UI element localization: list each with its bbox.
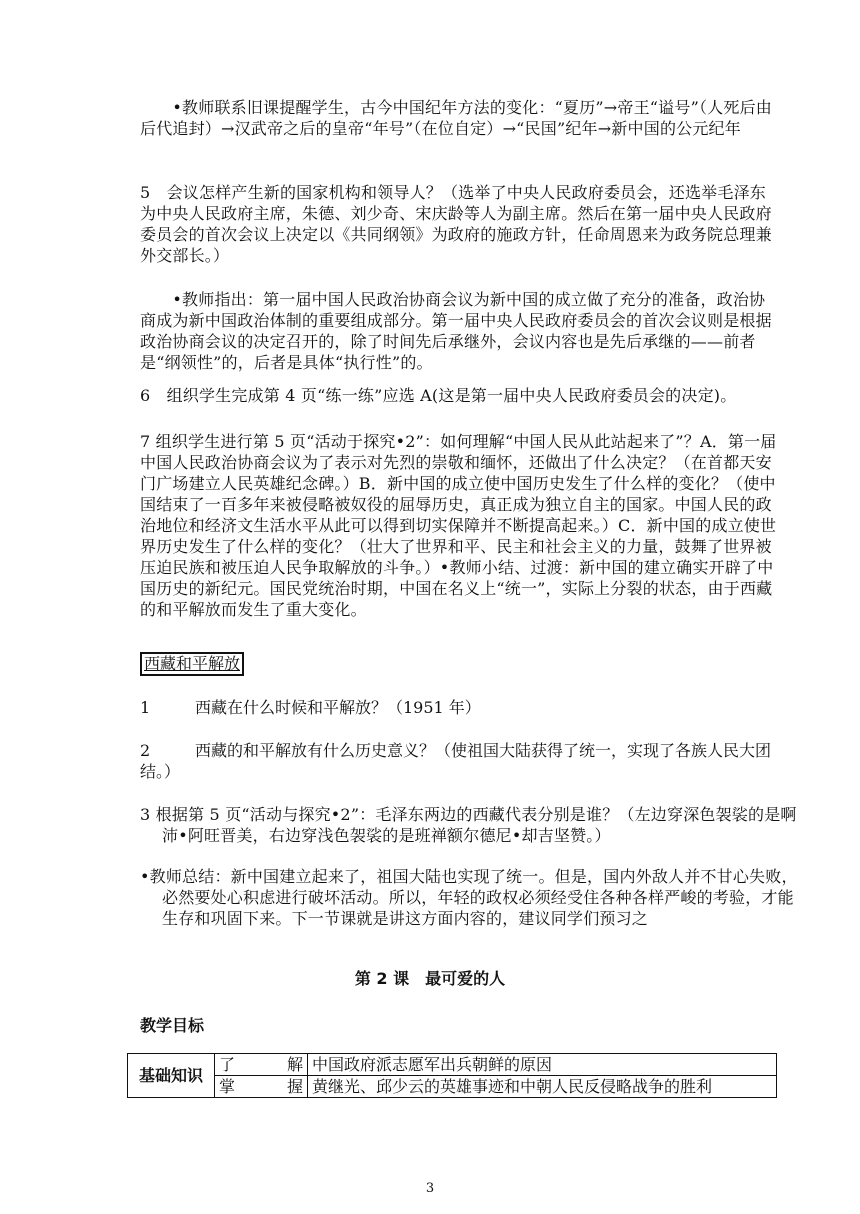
paragraph-teacher-points: •教师指出：第一届中国人民政治协商会议为新中国的成立做了充分的准备，政治协商成为新中国政治体制的重要组成部分。第一届中央人民政府委员会的首次会议则是根据政治协商会议的决定召开的，除了时间先后承继外，会议内容也是先后承继的——前者是“纲领性”的，后者是具体“执行性”的。: [140, 290, 772, 372]
content-cell: 黄继光、邱少云的英雄事迹和中朝人民反侵略战争的胜利: [308, 1076, 777, 1098]
objectives-table: [127, 1053, 777, 1098]
table-row: [128, 1054, 777, 1076]
question-text: 西藏在什么时候和平解放？（1951 年）: [195, 698, 481, 717]
tibet-question-1: [140, 697, 780, 718]
question-number: 1: [140, 698, 151, 717]
paragraph-question-5: 5 会议怎样产生新的国家机构和领导人？（选举了中央人民政府委员会，还选举毛泽东为中央人民政府主席，朱德、刘少奇、宋庆龄等人为副主席。然后在第一届中央人民政府委员会的首次会议上决定以《共同纲领》为政府的施政方针，任命周恩来为政务院总理兼外交部长。）: [140, 183, 772, 265]
category-cell: 基础知识: [128, 1054, 215, 1098]
content-cell: 中国政府派志愿军出兵朝鲜的原因: [308, 1054, 777, 1076]
paragraph-question-6: 6 组织学生完成第 4 页“练一练”应选 A(这是第一届中央人民政府委员会的决定)。: [140, 386, 737, 405]
tibet-question-2: [140, 740, 780, 782]
page-number: 3: [425, 1181, 435, 1196]
level-cell: 了解: [215, 1054, 308, 1076]
question-text: 西藏的和平解放有什么历史意义？（使祖国大陆获得了统一，实现了各族人民大团结。）: [140, 741, 772, 781]
table-row: [128, 1076, 777, 1098]
section-heading-tibet: 西藏和平解放: [140, 652, 244, 676]
teacher-summary: •教师总结：新中国建立起来了，祖国大陆也实现了统一。但是，国内外敌人并不甘心失败，必然要处心积虑进行破坏活动。所以，年轻的政权必须经受住各种各样严峻的考验，才能生存和巩固下来。下一节课就是讲这方面内容的，建议同学们预习之: [140, 867, 798, 928]
level-cell: 掌握: [215, 1076, 308, 1098]
question-number: 2: [140, 741, 151, 760]
paragraph-question-7: 7 组织学生进行第 5 页“活动于探究•2”：如何理解“中国人民从此站起来了”？A．第一届中国人民政治协商会议为了表示对先烈的崇敬和缅怀，还做出了什么决定？（在首都天安门广场建立人民英雄纪念碑。）B．新中国的成立使中国历史发生了什么样的变化？（使中国结束了一百多年来被侵略被奴役的屈辱历史，真正成为独立自主的国家。中国人民的政治地位和经济文生活水平从此可以得到切实保障并不断提高起来。）C．新中国的成立使世界历史发生了什么样的变化？（壮大了世界和平、民主和社会主义的力量，鼓舞了世界被压迫民族和被压迫人民争取解放的斗争。）•教师小结、过渡：新中国的建立确实开辟了中国历史的新纪元。国民党统治时期，中国在名义上“统一”，实际上分裂的状态，由于西藏的和平解放而发生了重大变化。: [140, 432, 777, 619]
paragraph-calendar-history: •教师联系旧课提醒学生，古今中国纪年方法的变化：“夏历”→帝王“谥号”（人死后由后代追封）→汉武帝之后的皇帝“年号”（在位自定）→“民国”纪年→新中国的公元纪年: [140, 98, 772, 138]
lesson-title: 第 2 课 最可爱的人: [354, 969, 506, 988]
teaching-goals-heading: 教学目标: [140, 1016, 205, 1035]
tibet-question-3: 3 根据第 5 页“活动与探究•2”：毛泽东两边的西藏代表分别是谁？（左边穿深色袈裟的是啊沛•阿旺晋美，右边穿浅色袈裟的是班禅额尔德尼•却吉坚赞。）: [140, 805, 797, 845]
